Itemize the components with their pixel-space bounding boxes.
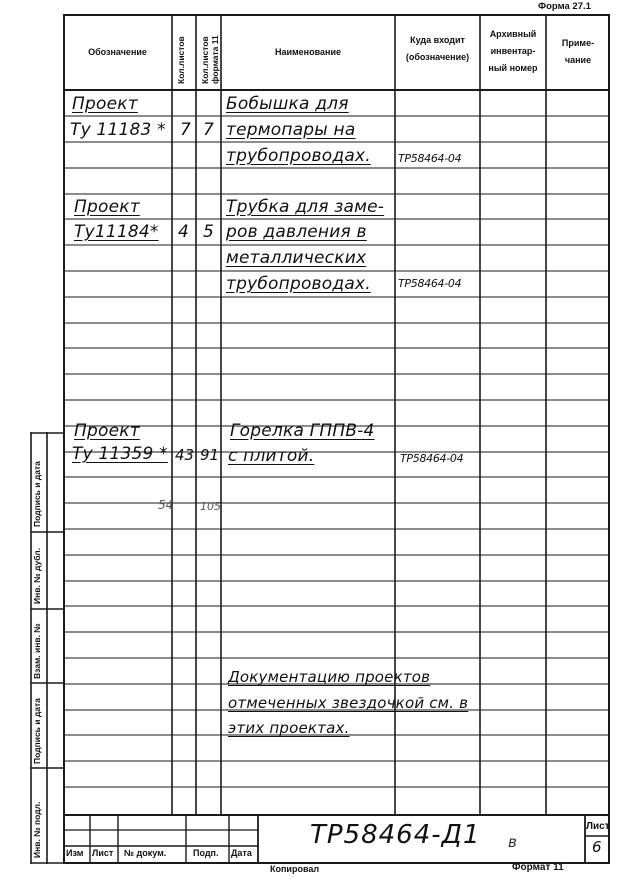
entry-3-where-used: ТР58464-04 xyxy=(400,452,464,465)
entry-3-sheets-format: 91 xyxy=(200,446,220,464)
format-label: Формат 11 xyxy=(512,862,564,873)
footer-col-nomer-dokum: № докум. xyxy=(124,848,167,858)
entry-2-name-3: металлических xyxy=(226,248,367,268)
header-arhiv xyxy=(480,26,546,77)
total-sheets: 54 xyxy=(158,498,174,512)
note-line-2: отмеченных звездочкой см. в xyxy=(228,694,469,712)
header-kol-listov: Кол.листов xyxy=(176,36,186,84)
list-number: 6 xyxy=(592,838,602,856)
entry-1-sheets-format: 7 xyxy=(203,120,214,140)
footer-col-data: Дата xyxy=(231,848,252,858)
strip-podpis-data-1: Подпись и дата xyxy=(32,461,42,527)
header-oboznachenie: Обозначение xyxy=(88,47,147,57)
header-arhiv-line2: инвентар- xyxy=(490,46,536,57)
header-kol-listov-formata-text: Кол.листов формата 11 xyxy=(200,35,220,84)
header-kuda-line1: Куда входит xyxy=(410,35,465,45)
total-sheets-format: 105 xyxy=(200,500,221,513)
strip-podpis-data-2: Подпись и дата xyxy=(32,698,42,764)
entry-1-where-used: ТР58464-04 xyxy=(398,152,462,165)
entry-3-designation-1: Проект xyxy=(74,421,140,441)
entry-1-name-1: Бобышка для xyxy=(226,94,349,114)
footer-col-list: Лист xyxy=(92,848,114,858)
note-line-3: этих проектах. xyxy=(228,719,350,737)
header-arhiv-line3: ный номер xyxy=(488,63,538,74)
entry-2-name-2: ров давления в xyxy=(226,222,367,242)
header-naimenovanie: Наименование xyxy=(274,47,342,57)
entry-2-name-1: Трубка для заме- xyxy=(226,197,385,217)
entry-2-name-4: трубопроводах. xyxy=(226,274,371,294)
entry-1-designation-1: Проект xyxy=(72,94,138,114)
header-kuda-vhodit xyxy=(395,32,480,66)
header-prim-line2: чание xyxy=(564,55,592,66)
strip-inv-podl: Инв. № подл. xyxy=(32,801,42,858)
footer-col-izm: Изм xyxy=(66,848,84,858)
entry-2-sheets-format: 5 xyxy=(203,222,214,242)
entry-2-sheets: 4 xyxy=(178,222,189,242)
list-label: Лист xyxy=(586,821,610,832)
header-kol-listov-formata xyxy=(200,16,220,84)
header-prim-line1: Приме- xyxy=(561,38,595,48)
header-arhiv-line1: Архивный xyxy=(489,29,537,39)
copied-label: Копировал xyxy=(270,864,320,874)
footer-col-podp: Подп. xyxy=(193,848,219,858)
header-primechanie xyxy=(546,35,610,69)
entry-1-name-3: трубопроводах. xyxy=(226,146,371,166)
entry-1-designation-2: Ту 11183 * xyxy=(70,120,166,140)
doc-code-mark: в xyxy=(508,833,518,851)
entry-2-where-used: ТР58464-04 xyxy=(398,277,462,290)
entry-2-designation-2: Ту11184* xyxy=(74,222,159,242)
strip-inv-dubl: Инв. № дубл. xyxy=(32,547,42,604)
entry-3-designation-2: Ту 11359 * xyxy=(72,444,168,464)
entry-1-name-2: термопары на xyxy=(226,120,356,140)
entry-3-name-2: с плитой. xyxy=(228,446,315,466)
entry-3-sheets: 43 xyxy=(175,446,195,464)
form-label: Форма 27.1 xyxy=(538,1,591,12)
entry-1-sheets: 7 xyxy=(180,120,191,140)
entry-3-name-1: Горелка ГППВ-4 xyxy=(230,421,375,441)
doc-code: ТР58464-Д1 xyxy=(310,820,481,850)
note-line-1: Документацию проектов xyxy=(228,668,431,686)
entry-2-designation-1: Проект xyxy=(74,197,140,217)
header-kuda-line2: (обозначение) xyxy=(405,52,470,63)
strip-vzam-inv: Взам. инв. № xyxy=(32,623,42,679)
